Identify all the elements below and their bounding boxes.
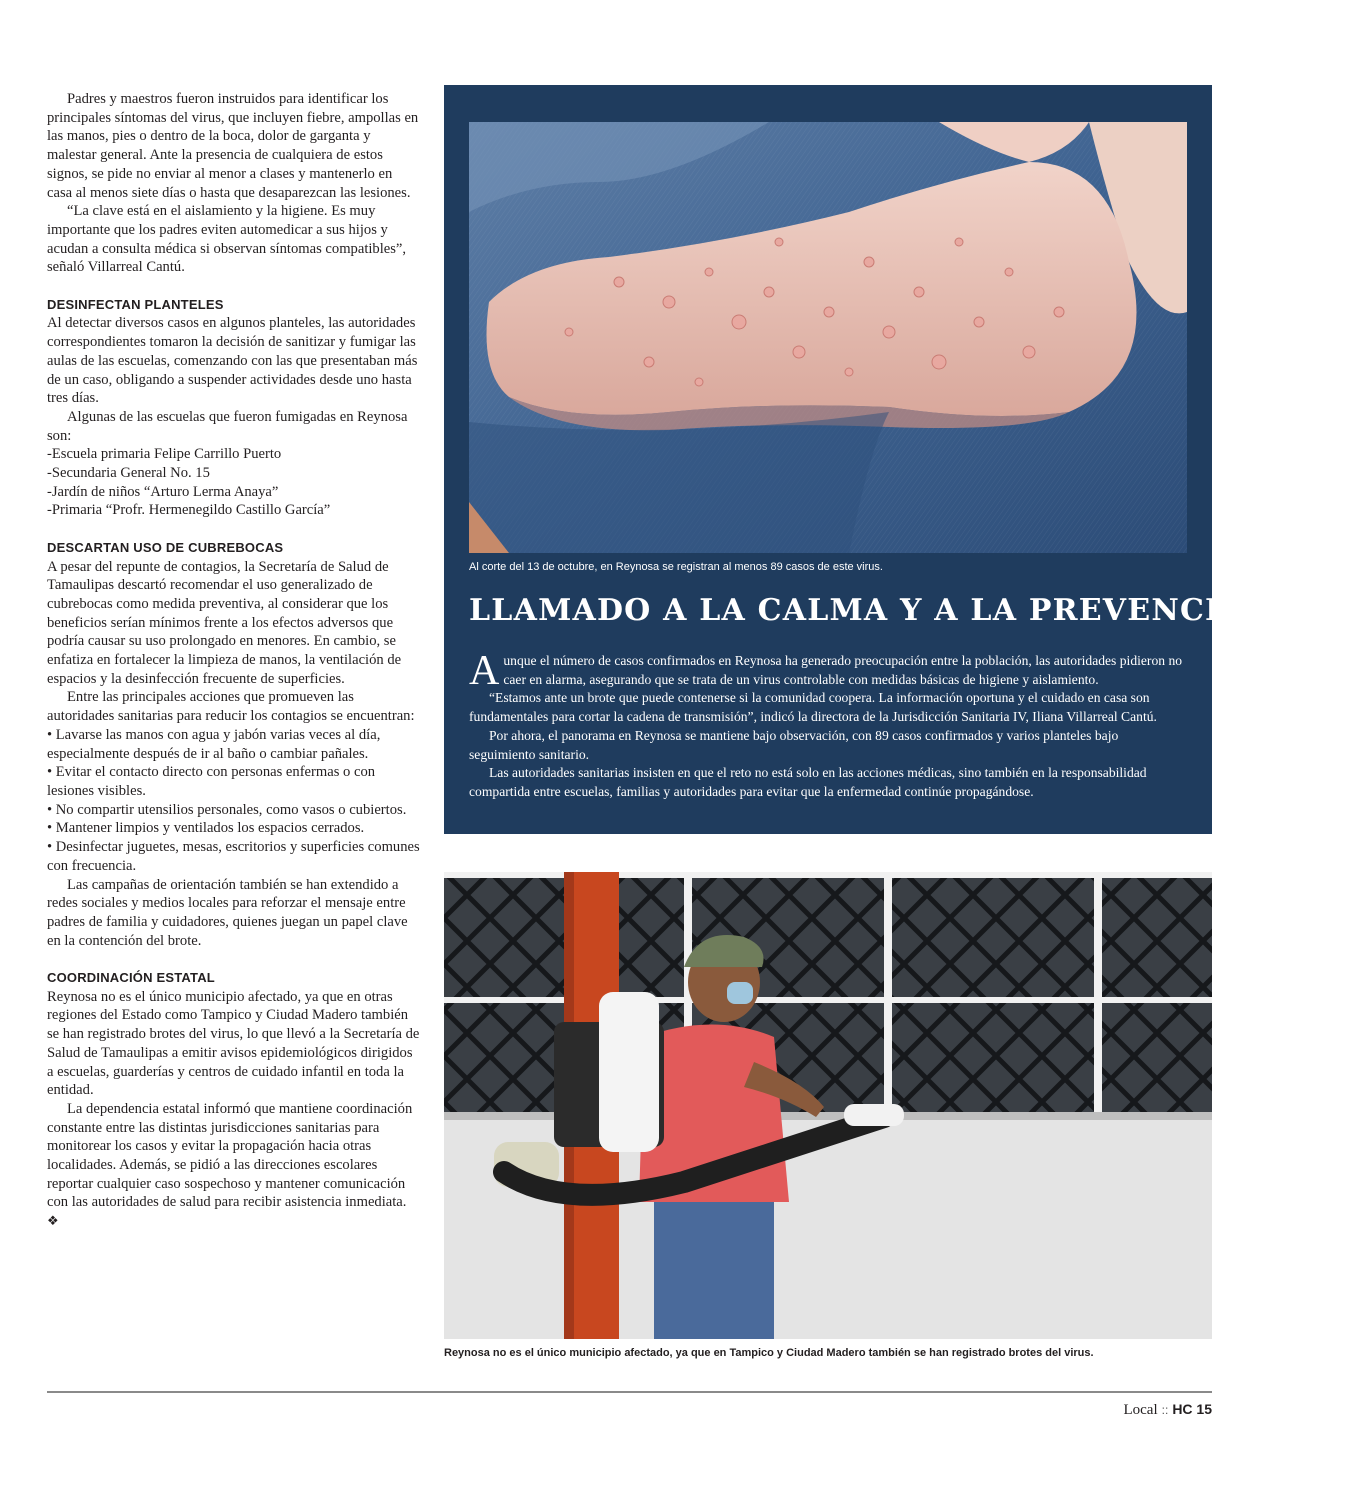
separator: :: (1161, 1403, 1169, 1417)
bullet-item: • No compartir utensilios personales, como vasos o cubiertos. (47, 801, 407, 818)
fumigation-illustration (444, 872, 1212, 1339)
school-item: -Escuela primaria Felipe Carrillo Puerto (47, 446, 282, 463)
paragraph: Reynosa no es el único municipio afectado, ya que en otras regiones del Estado como Tampico y Ciudad Madero también se han registrado brotes del virus, lo que llevó a la Secretaría de Salud de Tamaulipas a emitir avisos epidemiológicos dirigidos a escuelas, guarderías y centros de cuidado infantil en toda la entidad. (47, 988, 420, 1099)
section-name: Local (1123, 1402, 1158, 1418)
feature-body (469, 648, 1187, 802)
subheading: DESCARTAN USO DE CUBREBOCAS (47, 539, 284, 555)
bullet-item: • Evitar el contacto directo con personas enfermas o con lesiones visibles. (47, 764, 376, 799)
paragraph-text: unque el número de casos confirmados en Reynosa ha generado preocupación entre la población, las autoridades pidieron no caer en alarma, asegurando que se trata de un virus controlable con medidas básicas de higiene y aislamiento. (503, 653, 1183, 687)
paragraph: “La clave está en el aislamiento y la higiene. Es muy importante que los padres eviten automedicar a sus hijos y acudan a consulta médica si observan síntomas compatibles”, señaló Villarreal Cantú. (47, 203, 407, 276)
paragraph: Por ahora, el panorama en Reynosa se mantiene bajo observación, con 89 casos confirmados y varios planteles bajo seguimiento sanitario. (469, 727, 1119, 762)
fumigation-photo (444, 872, 1212, 1339)
bullet-item: • Mantener limpios y ventilados los espacios cerrados. (47, 820, 365, 837)
foot-rash-illustration (469, 122, 1187, 553)
foot-rash-photo (469, 122, 1187, 553)
bullet-item: • Desinfectar juguetes, mesas, escritorios y superficies comunes con frecuencia. (47, 839, 420, 874)
feature-box (444, 85, 1277, 834)
left-column (47, 90, 421, 1231)
paragraph: Padres y maestros fueron instruidos para identificar los principales síntomas del virus, que incluyen fiebre, ampollas en las manos, pies o dentro de la boca, dolor de garganta y malestar general. Ante la presencia de cualquiera de estos signos, se pide no enviar al menor a clases y mantenerlo en casa al menos siete días o hasta que desaparezcan las lesiones. (47, 91, 419, 201)
school-item: -Primaria “Profr. Hermenegildo Castillo García” (47, 502, 331, 519)
subheading: DESINFECTAN PLANTELES (47, 296, 224, 312)
page-number: HC 15 (1172, 1401, 1212, 1417)
drop-cap: A (469, 648, 500, 694)
end-mark-icon: ❖ (47, 1213, 59, 1229)
paragraph: Las autoridades sanitarias insisten en que el reto no está solo en las acciones médicas, sino también en la responsabilidad compartida entre escuelas, familias y autoridades para evitar que la enfermedad continúe propagándose. (469, 765, 1147, 799)
paragraph: Al detectar diversos casos en algunos planteles, las autoridades correspondientes tomaron la decisión de sanitizar y fumigar las aulas de las escuelas, comenzando con las que presentaban más de un caso, obligando a suspender actividades desde uno hasta tres días. (47, 315, 418, 407)
feature-headline: LLAMADO A LA CALMA Y A LA PREVENCIÓN (469, 593, 1277, 628)
photo-caption: Al corte del 13 de octubre, en Reynosa se registran al menos 89 casos de este virus. (469, 561, 883, 573)
school-item: -Secundaria General No. 15 (47, 465, 210, 482)
paragraph (47, 1100, 421, 1231)
footer-rule (47, 1391, 1212, 1393)
bullet-item: • Lavarse las manos con agua y jabón varias veces al día, especialmente después de ir al baño o cambiar pañales. (47, 726, 381, 762)
photo-caption: Reynosa no es el único municipio afectado, ya que en Tampico y Ciudad Madero también se han registrado brotes del virus. (444, 1347, 1094, 1359)
paragraph: Las campañas de orientación también se han extendido a redes sociales y medios locales para reforzar el mensaje entre padres de familia y cuidadores, quienes juegan un papel clave en la contención del brote. (47, 876, 408, 949)
paragraph: A pesar del repunte de contagios, la Secretaría de Salud de Tamaulipas descartó recomendar el uso generalizado de cubrebocas como medida preventiva, al considerar que los beneficios serían mínimos frente a los efectos adversos que podría causar su uso prolongado en menores. En cambio, se enfatiza en fortalecer la limpieza de manos, la ventilación de espacios y la desinfección frecuente de superficies. (47, 558, 402, 687)
paragraph: Algunas de las escuelas que fueron fumigadas en Reynosa son: (47, 408, 408, 444)
subheading: COORDINACIÓN ESTATAL (47, 970, 215, 985)
paragraph-text: La dependencia estatal informó que mantiene coordinación constante entre las distintas jurisdicciones sanitarias para monitorear los casos y evitar la propagación hacia otras localidades. Además, se pidió a las direcciones escolares reportar cualquier caso sospechoso y mantener comunicación con las autoridades de salud para recibir asistencia inmediata. (47, 1100, 413, 1211)
school-item: -Jardín de niños “Arturo Lerma Anaya” (47, 483, 279, 500)
paragraph: Entre las principales acciones que promueven las autoridades sanitarias para reducir los contagios se encuentran: (47, 689, 415, 725)
page-footer (1123, 1401, 1212, 1419)
paragraph: “Estamos ante un brote que puede contenerse si la comunidad coopera. La información oportuna y el cuidado en casa son fundamentales para cortar la cadena de transmisión”, indicó la directora de la Jurisdicción Sanitaria IV, Iliana Villarreal Cantú. (469, 690, 1157, 725)
paragraph (469, 648, 1187, 694)
